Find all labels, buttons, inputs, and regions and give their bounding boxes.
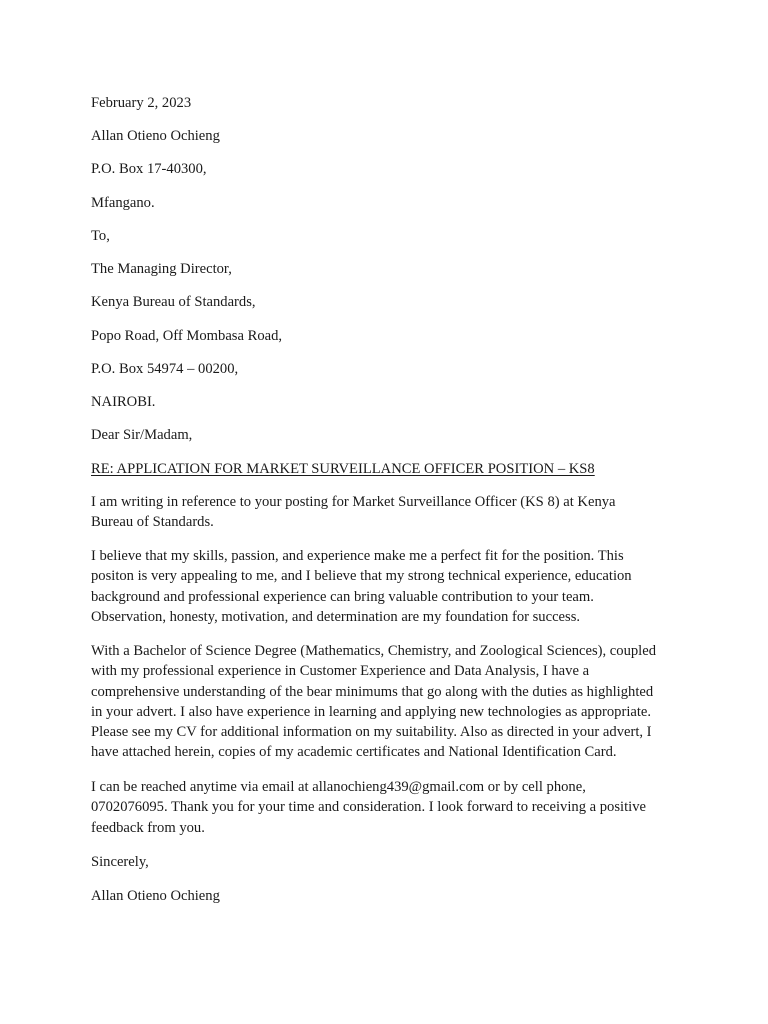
paragraph-line: in your advert. I also have experience in learning and applying new technologies as appropriate.	[91, 703, 652, 720]
recipient-box: P.O. Box 54974 – 00200,	[91, 361, 239, 377]
recipient-organization: Kenya Bureau of Standards,	[91, 294, 256, 310]
body-paragraph	[91, 492, 691, 533]
sender-town: Mfangano.	[91, 195, 155, 211]
paragraph-line: Bureau of Standards.	[91, 514, 214, 531]
paragraph-line: comprehensive understanding of the bear minimums that go along with the duties as highlighted	[91, 683, 654, 700]
paragraph-line: Please see my CV for additional information on my suitability. Also as directed in your advert, I	[91, 724, 652, 741]
paragraph-line: with my professional experience in Customer Experience and Data Analysis, I have a	[91, 663, 590, 680]
sender-name: Allan Otieno Ochieng	[91, 128, 220, 144]
closing: Sincerely,	[91, 854, 149, 870]
recipient-title: The Managing Director,	[91, 261, 232, 277]
paragraph-line: I believe that my skills, passion, and experience make me a perfect fit for the position. This	[91, 548, 624, 564]
paragraph-line: feedback from you.	[91, 819, 205, 836]
recipient-road: Popo Road, Off Mombasa Road,	[91, 328, 283, 344]
paragraph-line: I am writing in reference to your posting for Market Surveillance Officer (KS 8) at Kenya	[91, 494, 616, 510]
to-label: To,	[91, 228, 110, 244]
paragraph-line: With a Bachelor of Science Degree (Mathematics, Chemistry, and Zoological Sciences), coupled	[91, 643, 656, 659]
body-paragraph	[91, 546, 691, 627]
paragraph-line: Observation, honesty, motivation, and determination are my foundation for success.	[91, 608, 581, 625]
paragraph-line: I can be reached anytime via email at allanochieng439@gmail.com or by cell phone,	[91, 779, 586, 795]
paragraph-line: have attached herein, copies of my academic certificates and National Identification Card.	[91, 744, 617, 761]
paragraph-line: 0702076095. Thank you for your time and consideration. I look forward to receiving a positive	[91, 799, 646, 816]
recipient-city: NAIROBI.	[91, 394, 156, 410]
sender-box: P.O. Box 17-40300,	[91, 161, 207, 177]
subject-line: RE: APPLICATION FOR MARKET SURVEILLANCE OFFICER POSITION – KS8	[91, 461, 595, 477]
body-paragraph	[91, 641, 691, 763]
signature-name: Allan Otieno Ochieng	[91, 888, 220, 904]
salutation: Dear Sir/Madam,	[91, 427, 193, 443]
paragraph-line: background and professional experience can bring valuable contribution to your team.	[91, 588, 594, 605]
paragraph-line: positon is very appealing to me, and I believe that my strong technical experience, education	[91, 568, 632, 585]
body-paragraph	[91, 777, 691, 838]
letter-date: February 2, 2023	[91, 95, 192, 111]
